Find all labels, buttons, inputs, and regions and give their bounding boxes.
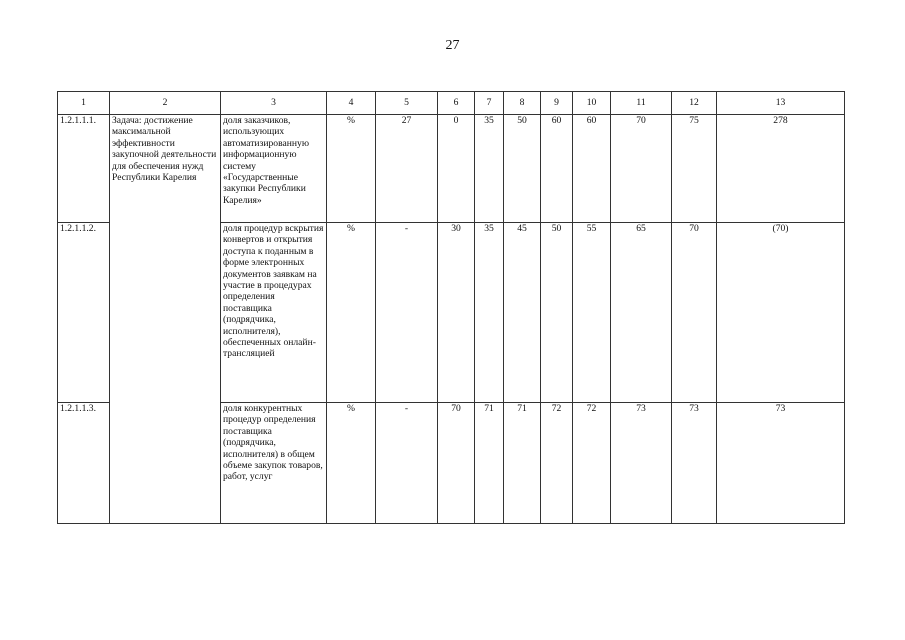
header-cell: 4: [327, 92, 376, 115]
value-cell: 45: [504, 223, 541, 403]
value-cell: (70): [717, 223, 845, 403]
value-cell: 73: [717, 403, 845, 524]
value-cell: 73: [611, 403, 672, 524]
value-cell: 75: [672, 115, 717, 223]
indicators-table: [57, 91, 845, 524]
header-cell: 2: [110, 92, 221, 115]
value-cell: 35: [475, 115, 504, 223]
value-cell: 50: [541, 223, 573, 403]
value-cell: 72: [541, 403, 573, 524]
header-cell: 13: [717, 92, 845, 115]
value-cell: 60: [541, 115, 573, 223]
indicator-cell: доля конкурентных процедур определения поставщика (подрядчика, исполнителя) в общем объеме закупок товаров, работ, услуг: [221, 403, 327, 524]
value-cell: -: [376, 223, 438, 403]
row-code: 1.2.1.1.3.: [58, 403, 110, 524]
value-cell: 73: [672, 403, 717, 524]
header-cell: 9: [541, 92, 573, 115]
value-cell: 70: [672, 223, 717, 403]
value-cell: 71: [475, 403, 504, 524]
unit-cell: %: [327, 403, 376, 524]
header-cell: 6: [438, 92, 475, 115]
row-code: 1.2.1.1.1.: [58, 115, 110, 223]
value-cell: 70: [611, 115, 672, 223]
value-cell: 50: [504, 115, 541, 223]
value-cell: 71: [504, 403, 541, 524]
value-cell: 72: [573, 403, 611, 524]
value-cell: 65: [611, 223, 672, 403]
header-cell: 3: [221, 92, 327, 115]
value-cell: 0: [438, 115, 475, 223]
value-cell: 35: [475, 223, 504, 403]
unit-cell: %: [327, 223, 376, 403]
value-cell: 60: [573, 115, 611, 223]
header-cell: 11: [611, 92, 672, 115]
header-cell: 7: [475, 92, 504, 115]
unit-cell: %: [327, 115, 376, 223]
value-cell: 27: [376, 115, 438, 223]
header-cell: 12: [672, 92, 717, 115]
header-cell: 10: [573, 92, 611, 115]
value-cell: -: [376, 403, 438, 524]
header-row: [58, 92, 845, 115]
task-cell: Задача: достижение максимальной эффективности закупочной деятельности для обеспечения нужд Республики Карелия: [110, 115, 221, 524]
header-cell: 5: [376, 92, 438, 115]
table-row: [58, 115, 845, 223]
header-cell: 8: [504, 92, 541, 115]
value-cell: 55: [573, 223, 611, 403]
value-cell: 30: [438, 223, 475, 403]
indicator-cell: доля процедур вскрытия конвертов и открытия доступа к поданным в форме электронных документов заявкам на участие в процедурах определения поставщика (подрядчика, исполнителя), обеспеченных онлайн-трансляцией: [221, 223, 327, 403]
value-cell: 70: [438, 403, 475, 524]
value-cell: 278: [717, 115, 845, 223]
page-number: 27: [445, 38, 460, 53]
indicator-cell: доля заказчиков, использующих автоматизированную информационную систему «Государственные закупки Республики Карелия»: [221, 115, 327, 223]
header-cell: 1: [58, 92, 110, 115]
row-code: 1.2.1.1.2.: [58, 223, 110, 403]
